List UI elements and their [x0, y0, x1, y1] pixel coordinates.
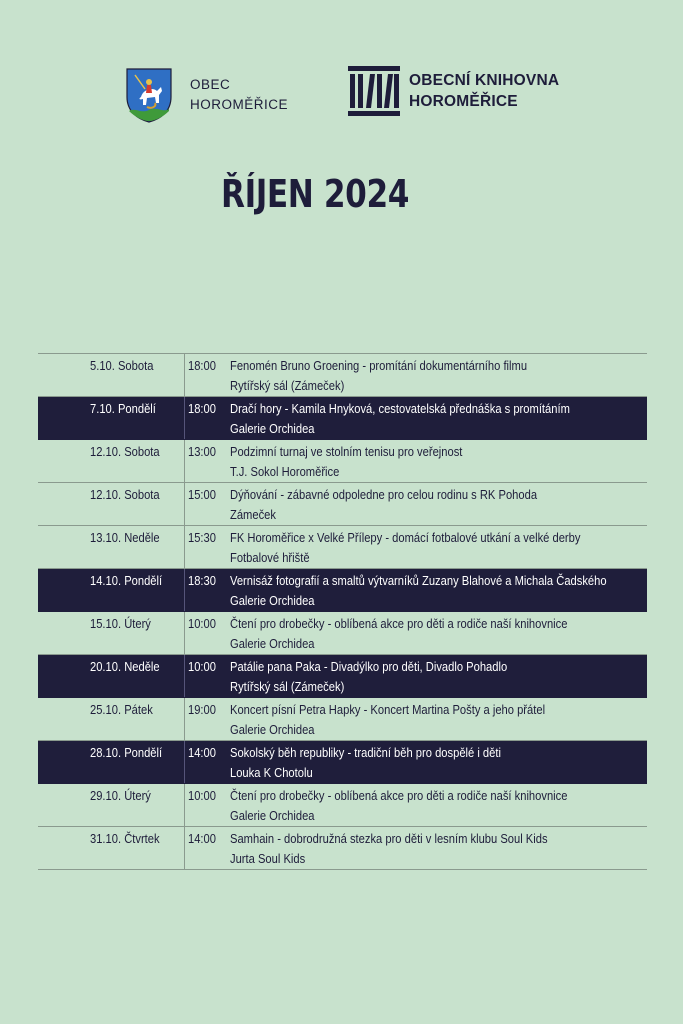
event-place: Galerie Orchidea: [230, 593, 315, 608]
library-books-icon: [348, 66, 400, 116]
library-logo: [348, 66, 559, 116]
event-time: 13:00: [188, 444, 216, 459]
column-divider: [184, 827, 185, 869]
column-divider: [184, 784, 185, 826]
event-time: 18:00: [188, 358, 216, 373]
event-place: Louka K Chotolu: [230, 765, 313, 780]
library-name-line2: HOROMĚŘICE: [409, 93, 518, 110]
event-date: 12.10. Sobota: [90, 444, 160, 459]
event-title: Patálie pana Paka - Divadýlko pro děti, Divadlo Pohadlo: [230, 659, 508, 674]
column-divider: [184, 354, 185, 396]
event-place: Galerie Orchidea: [230, 636, 315, 651]
event-place: Rytířský sál (Zámeček): [230, 378, 345, 393]
event-time: 10:00: [188, 788, 216, 803]
event-title: Samhain - dobrodružná stezka pro děti v lesním klubu Soul Kids: [230, 831, 548, 846]
event-row: [38, 827, 647, 870]
library-name-line1: OBECNÍ KNIHOVNA: [409, 72, 560, 89]
event-place: Zámeček: [230, 507, 276, 522]
event-time: 14:00: [188, 745, 216, 760]
event-time: 19:00: [188, 702, 216, 717]
event-title: Sokolský běh republiky - tradiční běh pro dospělé i děti: [230, 745, 501, 760]
column-divider: [184, 483, 185, 525]
event-date: 31.10. Čtvrtek: [90, 831, 160, 846]
event-time: 15:00: [188, 487, 216, 502]
event-date: 13.10. Neděle: [90, 530, 160, 545]
event-row: [38, 526, 647, 569]
event-date: 14.10. Pondělí: [90, 573, 163, 588]
column-divider: [184, 698, 185, 740]
event-row: [38, 483, 647, 526]
column-divider: [184, 397, 185, 439]
column-divider: [184, 741, 185, 783]
event-row: [38, 612, 647, 655]
event-time: 18:00: [188, 401, 216, 416]
event-place: T.J. Sokol Horoměřice: [230, 464, 340, 479]
column-divider: [184, 526, 185, 568]
column-divider: [184, 612, 185, 654]
event-place: Fotbalové hřiště: [230, 550, 310, 565]
event-place: Rytířský sál (Zámeček): [230, 679, 345, 694]
event-row: [38, 698, 647, 741]
event-place: Galerie Orchidea: [230, 808, 315, 823]
event-title: Čtení pro drobečky - oblíbená akce pro děti a rodiče naší knihovnice: [230, 788, 568, 803]
event-date: 15.10. Úterý: [90, 616, 151, 631]
event-row: [38, 741, 647, 784]
event-title: Fenomén Bruno Groening - promítání dokumentárního filmu: [230, 358, 528, 373]
event-place: Jurta Soul Kids: [230, 851, 306, 866]
event-date: 12.10. Sobota: [90, 487, 160, 502]
obec-name-line1: OBEC: [190, 77, 231, 92]
event-time: 10:00: [188, 616, 216, 631]
event-row: [38, 569, 647, 612]
event-time: 18:30: [188, 573, 216, 588]
column-divider: [184, 569, 185, 611]
event-title: Dýňování - zábavné odpoledne pro celou rodinu s RK Pohoda: [230, 487, 538, 502]
events-table: [38, 353, 647, 870]
obec-name-line2: HOROMĚŘICE: [190, 97, 289, 112]
event-title: FK Horoměřice x Velké Přílepy - domácí fotbalové utkání a velké derby: [230, 530, 581, 545]
column-divider: [184, 440, 185, 482]
event-title: Vernisáž fotografií a smaltů výtvarníků Zuzany Blahové a Michala Čadského: [230, 573, 607, 588]
column-divider: [184, 655, 185, 697]
page-title: ŘÍJEN 2024: [220, 172, 410, 216]
event-place: Galerie Orchidea: [230, 722, 315, 737]
event-title: Čtení pro drobečky - oblíbená akce pro děti a rodiče naší knihovnice: [230, 616, 568, 631]
obec-logo: [125, 67, 288, 123]
event-date: 28.10. Pondělí: [90, 745, 163, 760]
event-date: 20.10. Neděle: [90, 659, 160, 674]
event-date: 29.10. Úterý: [90, 788, 151, 803]
event-title: Dračí hory - Kamila Hnyková, cestovatelská přednáška s promítáním: [230, 401, 570, 416]
event-time: 10:00: [188, 659, 216, 674]
event-place: Galerie Orchidea: [230, 421, 315, 436]
event-date: 7.10. Pondělí: [90, 401, 156, 416]
event-row: [38, 784, 647, 827]
event-time: 15:30: [188, 530, 216, 545]
event-time: 14:00: [188, 831, 216, 846]
event-date: 25.10. Pátek: [90, 702, 153, 717]
event-date: 5.10. Sobota: [90, 358, 154, 373]
event-title: Koncert písní Petra Hapky - Koncert Martina Pošty a jeho přátel: [230, 702, 546, 717]
event-row: [38, 397, 647, 440]
event-row: [38, 655, 647, 698]
event-title: Podzimní turnaj ve stolním tenisu pro veřejnost: [230, 444, 463, 459]
event-row: [38, 354, 647, 397]
coat-of-arms-icon: [125, 67, 173, 123]
event-row: [38, 440, 647, 483]
